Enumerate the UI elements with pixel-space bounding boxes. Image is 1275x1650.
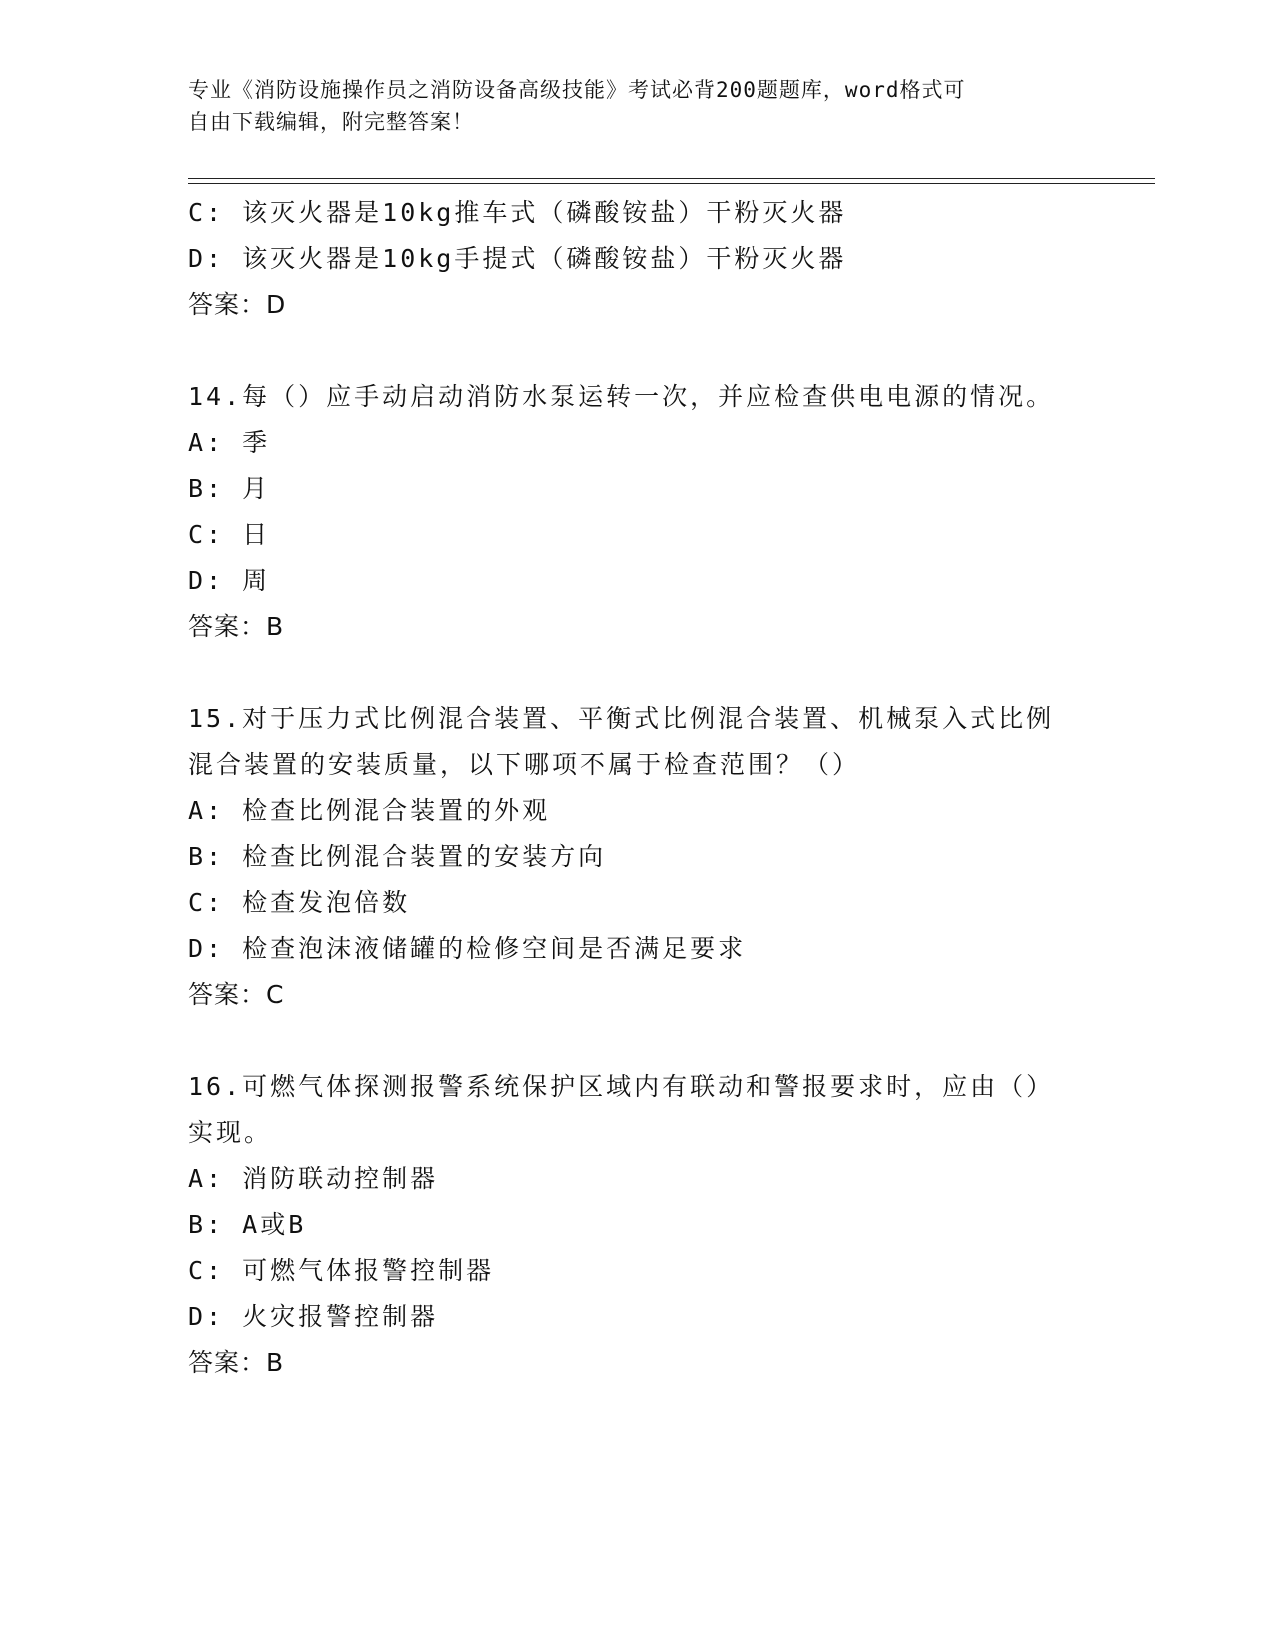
question-stem-line-1: 15.对于压力式比例混合装置、平衡式比例混合装置、机械泵入式比例 xyxy=(188,704,1055,733)
option-d: D: 周 xyxy=(188,566,271,595)
option-a: A: 消防联动控制器 xyxy=(188,1164,439,1193)
option-a: A: 检查比例混合装置的外观 xyxy=(188,796,551,825)
header-divider-top xyxy=(188,178,1155,179)
answer: 答案：D xyxy=(188,290,287,319)
question-stem-line-2: 混合装置的安装质量，以下哪项不属于检查范围？（） xyxy=(188,750,861,779)
answer: 答案：B xyxy=(188,1348,285,1377)
question-list xyxy=(188,190,1108,1386)
option-b: B: A或B xyxy=(188,1210,307,1239)
document-header xyxy=(188,74,1088,138)
option-c: C: 该灭火器是10kg推车式（磷酸铵盐）干粉灭火器 xyxy=(188,198,847,227)
question-stem-line-2: 实现。 xyxy=(188,1118,273,1147)
option-a: A: 季 xyxy=(188,428,271,457)
option-d: D: 该灭火器是10kg手提式（磷酸铵盐）干粉灭火器 xyxy=(188,244,847,273)
option-b: B: 检查比例混合装置的安装方向 xyxy=(188,842,607,871)
header-divider-bottom xyxy=(188,183,1155,184)
option-d: D: 火灾报警控制器 xyxy=(188,1302,439,1331)
question-stem-line-1: 16.可燃气体探测报警系统保护区域内有联动和警报要求时，应由（） xyxy=(188,1072,1055,1101)
answer: 答案：C xyxy=(188,980,285,1009)
option-b: B: 月 xyxy=(188,474,271,503)
question-14 xyxy=(188,374,1108,650)
question-16 xyxy=(188,1064,1108,1386)
option-d: D: 检查泡沫液储罐的检修空间是否满足要求 xyxy=(188,934,747,963)
question-13-tail xyxy=(188,190,1108,328)
header-line-2: 自由下载编辑，附完整答案！ xyxy=(188,110,474,134)
option-c: C: 检查发泡倍数 xyxy=(188,888,411,917)
question-stem: 14.每（）应手动启动消防水泵运转一次，并应检查供电电源的情况。 xyxy=(188,382,1055,411)
question-15 xyxy=(188,696,1108,1018)
option-c: C: 可燃气体报警控制器 xyxy=(188,1256,495,1285)
answer: 答案：B xyxy=(188,612,285,641)
option-c: C: 日 xyxy=(188,520,271,549)
header-line-1: 专业《消防设施操作员之消防设备高级技能》考试必背200题题库，word格式可 xyxy=(188,78,966,102)
